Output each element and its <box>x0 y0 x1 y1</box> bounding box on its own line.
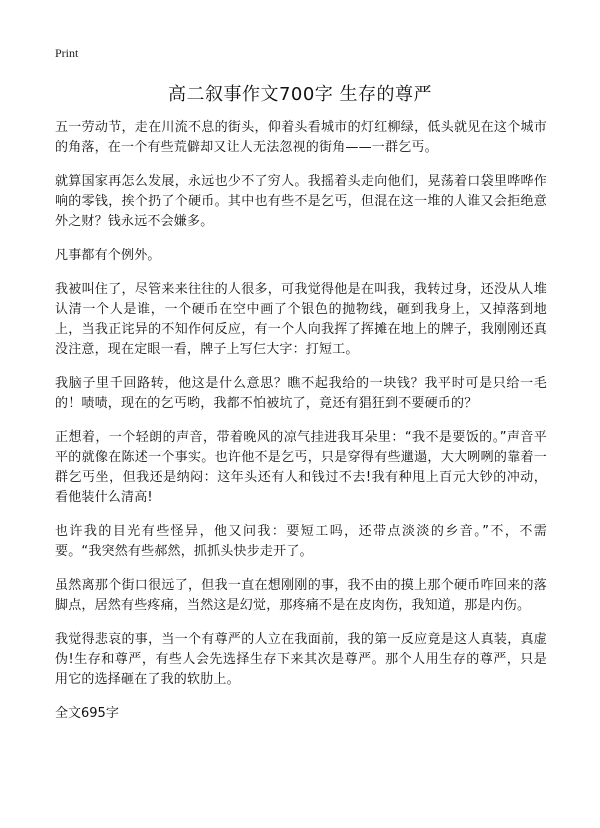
article-body <box>55 118 547 724</box>
paragraph: 虽然离那个街口很远了，但我一直在想刚刚的事，我不由的摸上那个硬币咋回来的落脚点，居然有些疼痛，当然这是幻觉，那疼痛不是在皮肉伤，我知道，那是内伤。 <box>55 578 547 613</box>
paragraph: 就算国家再怎么发展，永远也少不了穷人。我摇着头走向他们，晃荡着口袋里哗哗作响的零钱，挨个扔了个硬币。其中也有些不是乞丐，但混在这一堆的人谁又会拒绝意外之财？钱永远不会嫌多。 <box>55 174 547 229</box>
paragraph: 凡事都有个例外。 <box>55 248 161 263</box>
paragraph: 正想着，一个轻朗的声音，带着晚风的凉气挂进我耳朵里：“我不是要饭的。”声音平平的就像在陈述一个事实。也许他不是乞丐，只是穿得有些邋遢，大大咧咧的靠着一群乞丐坐，但我还是纳闷：这年头还有人和钱过不去!我有种甩上百元大钞的冲动，看他装什么清高! <box>55 430 547 505</box>
word-count: 全文695字 <box>55 706 119 721</box>
paragraph: 也许我的目光有些怪异，他又问我：要短工吗，还带点淡淡的乡音。”不，不需要。“我突然有些郝然，抓抓头快步走开了。 <box>55 524 547 559</box>
paragraph: 我脑子里千回路转，他这是什么意思？瞧不起我给的一块钱？我平时可是只给一毛的！啧啧，现在的乞丐哟，我都不怕被坑了，竟还有猖狂到不要硬币的？ <box>55 376 547 411</box>
paragraph: 五一劳动节，走在川流不息的街头，仰着头看城市的灯红柳绿，低头就见在这个城市的角落，在一个有些荒僻却又让人无法忽视的街角——一群乞丐。 <box>55 120 547 155</box>
page-title: 高二叙事作文700字 生存的尊严 <box>167 84 433 105</box>
paragraph: 我觉得悲哀的事，当一个有尊严的人立在我面前，我的第一反应竟是这人真装，真虚伪!生存和尊严，有些人会先选择生存下来其次是尊严。那个人用生存的尊严，只是用它的选择砸在了我的软肋上。 <box>55 632 547 687</box>
paragraph: 我被叫住了，尽管来来往往的人很多，可我觉得他是在叫我，我转过身，还没从人堆认清一个人是谁，一个硬币在空中画了个银色的抛物线，砸到我身上，又掉落到地上，当我正诧异的不知作何反应，有一个人向我挥了挥摊在地上的牌子，我刚刚还真没注意，现在定眼一看，牌子上写仨大字：打短工。 <box>55 282 547 357</box>
print-label[interactable]: Print <box>55 46 79 60</box>
